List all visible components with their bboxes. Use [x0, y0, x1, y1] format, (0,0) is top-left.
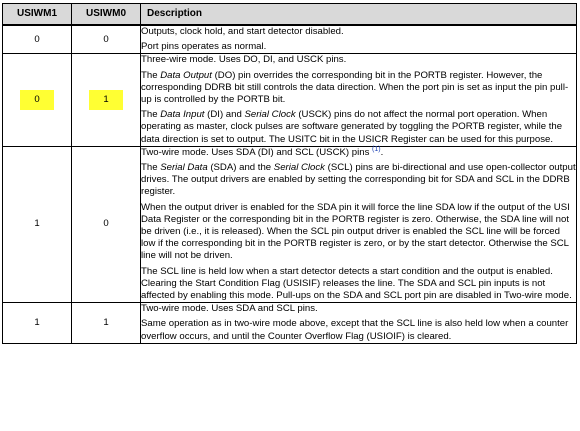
usi-wire-mode-table	[2, 3, 577, 344]
usiwm1-value: 1	[34, 218, 40, 230]
usiwm0-cell	[72, 303, 141, 344]
description-paragraph	[141, 162, 576, 199]
usiwm1-cell	[3, 146, 72, 302]
description-paragraph	[141, 318, 576, 342]
description-text: (SCL) pins are bi-directional and use open-collector output drives. The output drivers are enabled by setting the corresponding bit for SDA and SCL in the DDRB register.	[141, 162, 576, 198]
description-text: Outputs, clock hold, and start detector disabled.	[141, 26, 344, 37]
description-paragraph	[141, 109, 576, 146]
description-text: The	[141, 109, 161, 121]
usiwm0-value: 1	[89, 90, 122, 110]
italic-term: Data Output	[160, 69, 212, 81]
header-usiwm0: USIWM0	[72, 4, 141, 26]
usiwm0-value: 1	[103, 316, 109, 328]
description-paragraph	[141, 26, 576, 38]
description-text: Two-wire mode. Uses SDA and SCL pins.	[141, 303, 318, 315]
usiwm1-value: 1	[34, 316, 40, 328]
description-paragraph	[141, 202, 576, 263]
description-text: The	[141, 162, 161, 174]
description-paragraph	[141, 147, 576, 159]
description-cell	[141, 146, 577, 302]
usiwm1-value: 0	[20, 90, 53, 110]
description-text: Same operation as in two-wire mode above, except that the SCL line is also held low when a counter overflow occurs, and until the Counter Overflow Flag (USIOIF) is cleared.	[141, 318, 569, 342]
description-cell	[141, 303, 577, 344]
italic-term: Serial Clock	[244, 109, 296, 121]
usiwm0-cell	[72, 146, 141, 302]
usiwm1-cell	[3, 54, 72, 146]
description-cell	[141, 25, 577, 54]
header-usiwm1: USIWM1	[3, 4, 72, 26]
usiwm0-cell	[72, 25, 141, 54]
usiwm0-value: 0	[103, 218, 109, 230]
description-text: .	[380, 146, 384, 158]
usiwm1-cell	[3, 25, 72, 54]
usiwm0-cell	[72, 54, 141, 146]
table-row	[3, 54, 577, 146]
usiwm0-value: 0	[103, 33, 109, 45]
usiwm1-value: 0	[34, 33, 40, 45]
description-text: (DI) and	[204, 109, 245, 121]
description-text: (SDA) and the	[207, 162, 274, 174]
description-text: The SCL line is held low when a start detector detects a start condition and the output is enabled. Clearing the Start Condition Flag (USISIF) releases the line. The SDA and SCL pin inputs is not affected by enabling this mode. Pull-ups on the SDA and SCL port pin are disabled in Two-wire mode.	[141, 265, 572, 302]
italic-term: Serial Clock	[273, 162, 325, 174]
description-cell	[141, 54, 577, 146]
description-text: Port pins operates as normal.	[141, 41, 267, 53]
description-paragraph	[141, 70, 576, 107]
description-text: The	[141, 69, 161, 81]
description-text: (DO) pin overrides the corresponding bit in the PORTB register. However, the corresponding DDRB bit still controls the data direction. When the port pin is set as input the pin pull-up is controlled by the PORTB bit.	[141, 69, 569, 106]
description-paragraph	[141, 41, 576, 53]
description-text: (USCK) pins do not affect the normal port operation. When operating as master, clock pulses are software generated by toggling the PORTB register, while the data direction is set to output. The USITC bit in the USICR Register can be used for this purpose.	[141, 109, 563, 145]
description-paragraph	[141, 54, 576, 66]
header-description: Description	[141, 4, 577, 26]
table-row	[3, 146, 577, 302]
usiwm1-cell	[3, 303, 72, 344]
italic-term: Data Input	[160, 109, 205, 121]
table-row	[3, 303, 577, 344]
description-text: When the output driver is enabled for the SDA pin it will force the line SDA low if the output of the USI Data Register or the corresponding bit in the PORTB register is zero. Otherwise, the SDA line will not be driven (i.e., it is released). When the SCL pin output driver is enabled the SCL line will be forced low if the corresponding bit in the PORTB register is zero, or by the start detector. Otherwise the SCL line will not be driven.	[141, 201, 570, 262]
description-text: Two-wire mode. Uses SDA (DI) and SCL (USCK) pins	[141, 146, 373, 158]
table-row	[3, 25, 577, 54]
italic-term: Serial Data	[160, 162, 208, 174]
description-text: Three-wire mode. Uses DO, DI, and USCK pins.	[141, 54, 347, 66]
description-paragraph	[141, 303, 576, 315]
footnote-ref: (1)	[372, 145, 381, 153]
header-row	[3, 4, 577, 26]
description-paragraph	[141, 266, 576, 303]
